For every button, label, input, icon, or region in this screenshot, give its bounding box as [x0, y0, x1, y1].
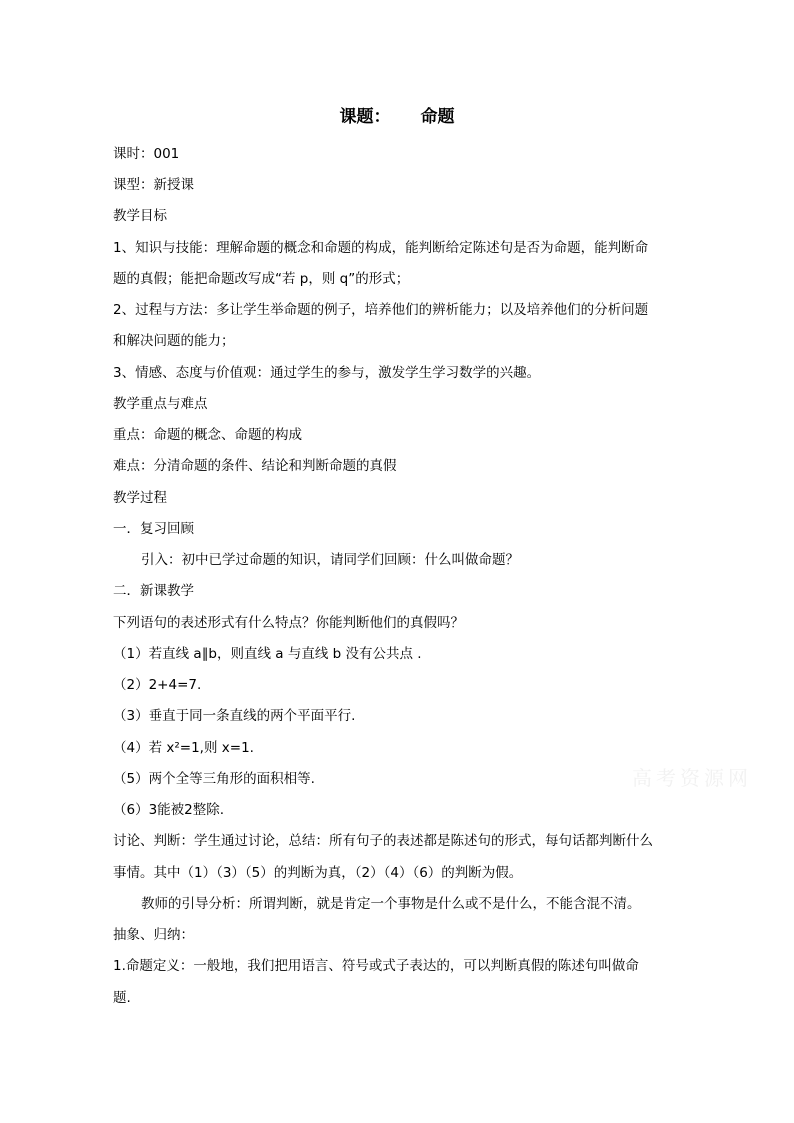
goal-1-line-1: 1、知识与技能：理解命题的概念和命题的构成，能判断给定陈述句是否为命题，能判断命 [113, 240, 649, 256]
abstraction-heading: 抽象、归纳： [113, 927, 194, 943]
step-2-heading: 二．新课教学 [113, 583, 194, 599]
section-heading-goals: 教学目标 [113, 208, 167, 224]
discussion-line-1: 讨论、判断：学生通过讨论，总结：所有句子的表述都是陈述句的形式，每句话都判断什么 [113, 833, 653, 849]
class-type: 课型：新授课 [113, 177, 194, 193]
step-1-heading: 一．复习回顾 [113, 521, 194, 537]
list-item: （1）若直线 a∥b，则直线 a 与直线 b 没有公共点 . [113, 646, 422, 662]
list-item: （6）3能被2整除. [113, 802, 225, 818]
intro-text: 引入：初中已学过命题的知识，请同学们回顾：什么叫做命题？ [141, 552, 519, 568]
list-item: （3）垂直于同一条直线的两个平面平行. [113, 708, 356, 724]
section-heading-process: 教学过程 [113, 490, 167, 506]
discussion-line-2: 事情。其中（1）（3）（5）的判断为真，（2）（4）（6）的判断为假。 [113, 865, 523, 881]
page-title [0, 106, 794, 128]
title-text: 命题 [420, 107, 455, 127]
goal-1-line-2: 题的真假；能把命题改写成“若 p，则 q”的形式； [113, 271, 410, 287]
list-item: （5）两个全等三角形的面积相等. [113, 771, 315, 787]
watermark: 高考资源网 [632, 766, 752, 790]
goal-3: 3、情感、态度与价值观：通过学生的参与，激发学生学习数学的兴趣。 [113, 365, 541, 381]
definition-line-1: 1.命题定义：一般地，我们把用语言、符号或式子表达的，可以判断真假的陈述句叫做命 [113, 958, 639, 974]
definition-line-2: 题. [113, 990, 131, 1006]
goal-2-line-2: 和解决问题的能力； [113, 333, 235, 349]
goal-2-line-1: 2、过程与方法：多让学生举命题的例子，培养他们的辨析能力；以及培养他们的分析问题 [113, 302, 649, 318]
class-hour: 课时：001 [113, 146, 180, 162]
difficult-point: 难点：分清命题的条件、结论和判断命题的真假 [113, 458, 397, 474]
section-heading-key-points: 教学重点与难点 [113, 396, 208, 412]
title-label: 课题： [339, 107, 391, 127]
list-item: （2）2+4=7. [113, 677, 202, 693]
key-point: 重点：命题的概念、命题的构成 [113, 427, 302, 443]
list-item: （4）若 x²=1,则 x=1. [113, 740, 254, 756]
teacher-analysis: 教师的引导分析：所谓判断，就是肯定一个事物是什么或不是什么，不能含混不清。 [141, 896, 641, 912]
question-text: 下列语句的表述形式有什么特点？你能判断他们的真假吗？ [113, 615, 464, 631]
